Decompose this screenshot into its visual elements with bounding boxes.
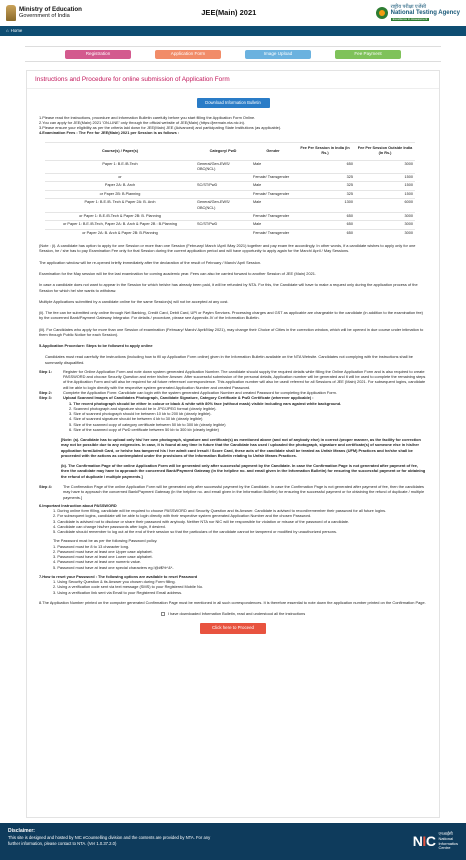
- nic-line-1: National: [438, 835, 454, 841]
- fee-outside-cell: 3000: [355, 229, 415, 237]
- fee-course-cell: Paper 1: B.E./B.Tech: [45, 160, 195, 173]
- fee-category-cell: General/Gen-EWS/ OBC(NCL): [195, 160, 251, 173]
- fee-india-cell: 650: [295, 229, 355, 237]
- policy-item: 2. Password must have at least one Upper case alphabet.: [53, 548, 153, 554]
- reset-item: 1. Using Security Question & its Answer you chosen during Form filling.: [53, 579, 176, 585]
- fee-outside-cell: 3000: [355, 160, 415, 173]
- step-3-item: 5. Size of the scanned copy of category certificate between 50 kb to 300 kb (clearly legible): [69, 421, 226, 427]
- step-registration[interactable]: Registration: [65, 50, 131, 59]
- password-instructions: [39, 508, 427, 534]
- fee-course-cell: or Paper 2A: B. Arch & Paper 2B: B.Planning: [45, 229, 195, 237]
- home-icon: ⌂: [6, 28, 9, 34]
- note-3: Examination for the May session will be the last examination for coming academic year. Fees can also be carried forward to another Session of JEE (Main) 2021.: [39, 271, 317, 276]
- point-1: 1.Please read the instructions, procedure and information Bulletin carefully before you start filling the Application Form Online.: [39, 114, 256, 120]
- agreement-row: [39, 611, 427, 616]
- step-1-text: Register for Online Application Form and note down system generated Application Number. The candidate should supply the required details while filling the Online Application Form and is also required to create PASSWORD and choose Security Question and enter his/her Answer. After successful submission of the personal details, Application number will be generated and it will be used to complete the remaining steps of the Application Form and will also be required for all future reference/ correspondence. This application number will also be used/ referred for all Sessions of JEE (Main) 2021. For subsequent logins, candidate will be able to login directly with the respective system generated Application Number and created Password.: [63, 368, 426, 390]
- card-title: Instructions and Procedure for online submission of Application Form: [27, 71, 439, 89]
- step-3-item: 3. Size of scanned photograph should be between 10 kb to 200 kb (clearly legible).: [69, 411, 212, 417]
- fee-course-cell: or: [45, 173, 195, 182]
- password-item: 2. For subsequent logins, candidate will be able to login directly with their respective system generated Application Number and the chosen Password.: [53, 513, 312, 519]
- fee-category-cell: [195, 229, 251, 237]
- point-4: 4.Examination Fees : The Fee for JEE(Main) 2021 per Session is as follows :: [39, 130, 180, 136]
- fee-course-cell: Paper 2A: B. Arch: [45, 182, 195, 191]
- fee-gender-cell: Male: [251, 199, 295, 212]
- exam-title: JEE(Main) 2021: [201, 7, 257, 17]
- step-3-item: 4. Size of scanned signature should be between 4 kb to 30 kb (clearly legible): [69, 416, 203, 422]
- step-application-form[interactable]: Application Form: [155, 50, 221, 59]
- fee-category-cell: [195, 212, 251, 221]
- site-footer: [0, 823, 466, 860]
- fee-outside-cell: 1500: [355, 190, 415, 199]
- fee-category-cell: [195, 173, 251, 182]
- fee-table: [45, 142, 415, 238]
- nic-hindi: एनआईसी: [438, 830, 453, 836]
- point-3: 3.Please ensure your eligibility as per the criteria laid down for JEE(Main) JEE (Advanced) and participating State Institutions (as applicable).: [39, 125, 282, 131]
- step-3-note-a: [Note: (a). Candidate has to upload only his/ her own photograph, signature and certificate(s) as mentioned above (and not of anybody else) in correct /proper manner, as the facility for correction may not be possible due to any exigencies. In case, it is found at any time in future that the Candidate has used / uploaded the photograph, signature and certificate(s) of someone else in his/her application form/Admit Card, or he/she has tampered his / her admit card /result / Score Card, these acts of the candidate shall be treated as Unfair Means (UFM) Practices and he/she shall be proceeded with the actions as contemplated under the provisions of the Information Bulletin relating to Unfair Means Practices.: [61, 437, 421, 458]
- fee-india-cell: 650: [295, 212, 355, 221]
- ministry-brand: [6, 5, 82, 21]
- col-fee-india: Fee Per Session in India (In Rs.): [295, 142, 355, 160]
- reset-item: 3. Using a verification link sent via Email to your Registered Email address.: [53, 589, 183, 595]
- download-bulletin-button[interactable]: Download Information Bulletin: [197, 98, 270, 108]
- fee-india-cell: 325: [295, 190, 355, 199]
- policy-item: 1. Password must be 8 to 13 character long.: [53, 543, 130, 549]
- reset-options: [39, 579, 427, 595]
- step-3-item: 1. The recent photograph should be either in colour or black & white with 80% face (without mask) visible including ears against white background.: [69, 400, 342, 406]
- national-emblem-icon: [6, 5, 16, 21]
- nic-brand: [413, 828, 458, 855]
- fee-category-cell: [195, 190, 251, 199]
- point-2: 2.You can apply for JEE(Main) 2021 'ON-LINE' only through the official website of JEE(Main) (https://jeemain.nta.nic.in).: [39, 119, 246, 125]
- fee-category-cell: SC/ST/PwD: [195, 221, 251, 230]
- password-policy: [39, 544, 427, 570]
- password-item: 3. Candidate is advised not to disclose or share their password with anybody. Neither NTA nor NIC will be responsible for violation or misuse of the password of a candidate.: [53, 518, 350, 524]
- note-5: Multiple Applications submitted by a candidate online for the same Session(s) will not be accepted at any cost.: [39, 298, 229, 304]
- nav-home-link[interactable]: [6, 28, 22, 34]
- application-steps: [39, 369, 427, 500]
- password-policy-title: The Password must be as per the following Password policy.: [53, 538, 158, 544]
- section-5-intro: Candidates must read carefully the instructions (including how to fill up Application Form online) given in the Information Bulletin available on the NTA Website. Candidates not complying with the instructions shall be summarily disqualified.: [45, 354, 413, 365]
- fee-outside-cell: 3000: [355, 221, 415, 230]
- fee-india-cell: 325: [295, 173, 355, 182]
- step-3-list: [39, 401, 427, 433]
- fee-gender-cell: Male: [251, 160, 295, 173]
- fee-row: [45, 199, 415, 212]
- fee-row: [45, 190, 415, 199]
- section-6-title: 6.Important Instruction about PASSWORD: [39, 502, 117, 508]
- policy-item: 4. Password must have at least one numeric value.: [53, 559, 142, 565]
- fee-row: [45, 212, 415, 221]
- fee-category-cell: SC/ST/PwD: [195, 182, 251, 191]
- fee-india-cell: 1300: [295, 199, 355, 212]
- proceed-button[interactable]: Click here to Proceed: [200, 623, 266, 634]
- nav-home-label: Home: [10, 28, 23, 34]
- top-navbar: [0, 26, 466, 36]
- fee-gender-cell: Male: [251, 221, 295, 230]
- step-2-label: Step 2:: [39, 389, 52, 395]
- fee-course-cell: or Paper 1: B.E./B.Tech, Paper 2A: B. Arch & Paper 2B : B.Planning: [45, 221, 195, 230]
- fee-outside-cell: 1500: [355, 182, 415, 191]
- agreement-checkbox[interactable]: [161, 612, 165, 616]
- fee-course-cell: or Paper 1: B.E./B.Tech & Paper 2B: B. Planning: [45, 212, 195, 221]
- note-6: (ii). The fee can be submitted only online through Net Banking, Credit Card, Debit Card, UPI or Paytm Services. Processing charges and GST as applicable are chargeable to the candidate (in addition to the examination fee) by the concerned Bank/Payment Gateway Integrator. For details / procedure, please see Appendix-IV of the Information Bulletin.: [39, 310, 423, 321]
- site-header: [0, 0, 466, 26]
- nta-english-name: National Testing Agency: [390, 10, 460, 17]
- nic-line-2: Informatics: [438, 840, 458, 846]
- step-3-item: 6. Size of the scanned copy of PwD certificate between 50 kb to 300 kb (clearly legible): [69, 426, 219, 432]
- nta-logo-icon: [376, 7, 388, 19]
- nta-tagline: Excellence in Assessment: [392, 16, 428, 21]
- instructions-card: [26, 70, 440, 818]
- note-7: (iii). For Candidates who apply for more than one Session of examination (February/ March/ April/May 2021), may change their Choice of Cities in the correction window, which will be opened in due course under intimation to them through Public Notice for each Session).: [39, 326, 424, 337]
- step-2-text: Complete the Application Form: Candidate can login with the system generated Application Number and created Password for completing the Application Form.: [63, 389, 338, 395]
- step-image-upload[interactable]: Image Upload: [245, 50, 311, 59]
- step-1-label: Step 1:: [39, 368, 52, 374]
- ministry-name: Ministry of Education: [19, 6, 82, 14]
- step-fee-payment[interactable]: Fee Payment: [335, 50, 401, 59]
- fee-india-cell: 325: [295, 182, 355, 191]
- policy-item: 3. Password must have at least one Lower case alphabet.: [53, 554, 153, 560]
- step-4-text: The Confirmation Page of the online Application Form will be generated only after successful payment by the Candidate. In case the Confirmation Page is not generated after payment of fee, then the candidates may have to approach the concerned Bank/Payment Gateway (in the helpline no. and email given in the Information Bulletin) for ensuring the successful payment or for obtaining the refund of duplicate / multiple payments.]: [63, 483, 425, 500]
- fee-row: [45, 160, 415, 173]
- government-name: Government of India: [19, 13, 70, 20]
- col-category: Category/ PwD: [195, 142, 251, 160]
- disclaimer-title: Disclaimer:: [8, 828, 35, 834]
- note-4: In case a candidate does not want to appear in the Session for which he/she has already been paid, it will be refunded by NTA. For this, the Candidate will have to make a request only during the application process of the Session for which he/ she wants to withdraw.: [39, 282, 418, 293]
- fee-gender-cell: Male: [251, 182, 295, 191]
- fee-outside-cell: 1500: [355, 173, 415, 182]
- fee-india-cell: 650: [295, 160, 355, 173]
- fee-outside-cell: 3000: [355, 212, 415, 221]
- step-3-note-b: (b). The Confirmation Page of the online Application Form will be generated only after successful payment by the Candidate. In case the Confirmation Page is not generated after payment of fee, then the candidate may have to approach the concerned Bank/Payment Gateway (in the helpline no. and email given in the Information Bulletin) for ensuring the successful payment or for obtaining the refund of duplicate / multiple payments.]: [61, 463, 426, 479]
- fee-row: [45, 173, 415, 182]
- col-fee-outside: Fee Per Session Outside India (In Rs.): [355, 142, 415, 160]
- password-item: 5. Candidate should remember to log out at the end of their session so that the particulars of the candidate cannot be tampered or modified by unauthorized persons.: [53, 529, 337, 535]
- step-3-label: Step 3:: [39, 395, 52, 401]
- fee-india-cell: 650: [295, 221, 355, 230]
- section-7-title: 7.How to reset your Password : The following options are available to reset Password: [39, 573, 198, 579]
- step-4-label: Step 4:: [39, 483, 52, 489]
- nic-logo-icon: NIC: [412, 833, 436, 850]
- col-course: Course(s) / Paper(s): [45, 142, 195, 160]
- fee-row: [45, 182, 415, 191]
- fee-row: [45, 221, 415, 230]
- reset-item: 2. Using a verification code sent via text message (SMS) to your Registered Mobile No.: [53, 584, 204, 590]
- fee-category-cell: General/Gen-EWS/ OBC(NCL): [195, 199, 251, 212]
- fee-gender-cell: Female/ Transgender: [251, 190, 295, 199]
- policy-item: 5. Password must have at least one special characters eg.!@#$%^&*-: [53, 564, 174, 570]
- fee-gender-cell: Female/ Transgender: [251, 212, 295, 221]
- agreement-label: I have downloaded Information Bulletin, read and understood all the instructions: [167, 611, 306, 617]
- nta-hindi-name: राष्ट्रीय परीक्षा एजेंसी: [390, 4, 427, 11]
- fee-gender-cell: Female/ Transgender: [251, 173, 295, 182]
- nta-brand: [376, 5, 460, 21]
- progress-steps: [25, 46, 441, 62]
- step-3-item: 2. Scanned photograph and signature should be in JPG/JPEG format (clearly legible).: [69, 405, 217, 411]
- section-5-title: 5.Application Procedure: Steps to be followed to apply online: [39, 343, 153, 349]
- step-3-text: Upload Scanned Images of Candidates Photograph, Candidate Signature, Category Certificate & PwD Certificate (wherever applicable) :: [63, 395, 314, 401]
- col-gender: Gender: [251, 142, 295, 160]
- fee-outside-cell: 6000: [355, 199, 415, 212]
- password-item: 1. During online form filling, candidate will be required to choose PASSWORD and Security Question and its Answer. Candidate is advised to record/remember their password for all future logins.: [53, 508, 387, 514]
- section-8: 8.The Application Number printed on the computer generated Confirmation Page must be mentioned in all such correspondences. It is therefore essential to note down the application number printed on the Confirmation Page.: [39, 600, 426, 606]
- fee-row: [45, 229, 415, 237]
- fee-course-cell: Paper 1: B.E./B. Tech & Paper 2A: B. Arch: [45, 199, 195, 212]
- fee-course-cell: or Paper 2B: B.Planning: [45, 190, 195, 199]
- note-1: (Note : (i). A candidate has option to apply for one Session or more than one Session (February/ March /April /May 2021) together and pay exam fee accordingly. In other words, if a candidate wishes to apply only for one Session, he / she has to pay Examination Fee only for that Session during the current application period and will have opportunity to apply again for the March/ April / May Sessions.: [39, 243, 416, 254]
- instruction-points: [39, 115, 427, 136]
- disclaimer-line-1: This site is designed and hosted by NIC eCounselling division and the contents are provided by NTA. For any: [8, 835, 211, 840]
- fee-gender-cell: Female/ Transgender: [251, 229, 295, 237]
- disclaimer-line-2: further information, please contact to NTA. (Ver 1.0.37.2.0): [8, 840, 117, 846]
- password-item: 4. Candidate can change his/her passwords after login, if desired.: [53, 523, 166, 529]
- nic-line-3: Centre: [438, 845, 451, 851]
- note-2: The application window will be re-opened briefly immediately after the declaration of the result of February / March/ April Session.: [39, 259, 262, 265]
